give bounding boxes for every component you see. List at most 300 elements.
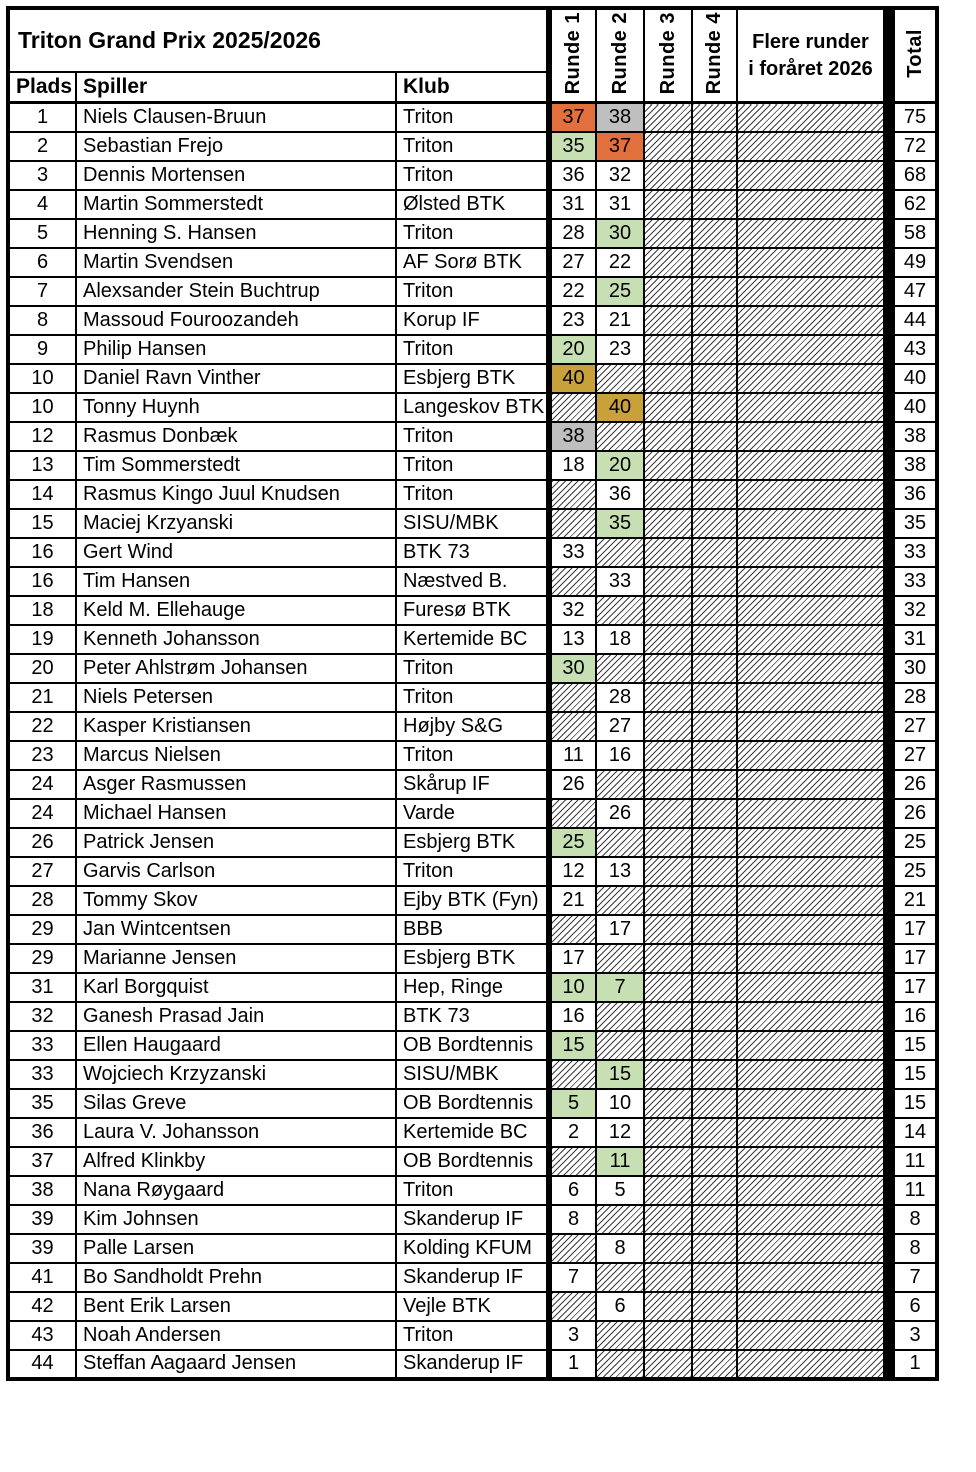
col-header-runde2-label: Runde 2: [608, 12, 631, 95]
header-row-title: [8, 8, 937, 72]
flere-runder-cell: [737, 1060, 889, 1089]
runde3-cell: [644, 480, 692, 509]
runde4-cell: [692, 1350, 737, 1379]
runde1-cell: 18: [549, 451, 596, 480]
flere-runder-cell: [737, 364, 889, 393]
flere-runder-cell: [737, 828, 889, 857]
runde2-cell: 38: [596, 103, 644, 132]
runde2-cell: 35: [596, 509, 644, 538]
runde1-cell: 33: [549, 538, 596, 567]
spiller-cell: Sebastian Frejo: [76, 132, 396, 161]
flere-runder-cell: [737, 915, 889, 944]
col-header-runde4-label: Runde 4: [703, 12, 725, 95]
flere-runder-cell: [737, 944, 889, 973]
runde2-cell: [596, 886, 644, 915]
total-cell: 8: [889, 1234, 937, 1263]
total-cell: 40: [889, 393, 937, 422]
runde2-cell: 16: [596, 741, 644, 770]
spiller-cell: Marianne Jensen: [76, 944, 396, 973]
klub-cell: Triton: [396, 480, 549, 509]
plads-cell: 7: [8, 277, 76, 306]
total-cell: 3: [889, 1321, 937, 1350]
total-cell: 32: [889, 596, 937, 625]
runde4-cell: [692, 451, 737, 480]
runde3-cell: [644, 422, 692, 451]
klub-cell: OB Bordtennis: [396, 1089, 549, 1118]
runde4-cell: [692, 103, 737, 132]
runde3-cell: [644, 799, 692, 828]
plads-cell: 39: [8, 1205, 76, 1234]
runde3-cell: [644, 509, 692, 538]
spiller-cell: Daniel Ravn Vinther: [76, 364, 396, 393]
runde2-cell: [596, 1205, 644, 1234]
runde4-cell: [692, 132, 737, 161]
runde4-cell: [692, 683, 737, 712]
runde4-cell: [692, 248, 737, 277]
flere-runder-cell: [737, 683, 889, 712]
klub-cell: SISU/MBK: [396, 1060, 549, 1089]
total-cell: 8: [889, 1205, 937, 1234]
total-cell: 25: [889, 857, 937, 886]
plads-cell: 10: [8, 393, 76, 422]
spiller-cell: Peter Ahlstrøm Johansen: [76, 654, 396, 683]
runde3-cell: [644, 219, 692, 248]
spiller-cell: Patrick Jensen: [76, 828, 396, 857]
plads-cell: 12: [8, 422, 76, 451]
flere-runder-cell: [737, 1176, 889, 1205]
flere-runder-cell: [737, 306, 889, 335]
runde1-cell: 40: [549, 364, 596, 393]
col-header-runde3-label: Runde 3: [656, 12, 679, 95]
runde1-cell: [549, 567, 596, 596]
table-row: [8, 712, 937, 741]
runde3-cell: [644, 886, 692, 915]
runde3-cell: [644, 1350, 692, 1379]
total-cell: 62: [889, 190, 937, 219]
total-cell: 31: [889, 625, 937, 654]
spiller-cell: Niels Clausen-Bruun: [76, 103, 396, 132]
plads-cell: 29: [8, 944, 76, 973]
runde3-cell: [644, 538, 692, 567]
runde3-cell: [644, 596, 692, 625]
runde2-cell: 36: [596, 480, 644, 509]
flere-runder-cell: [737, 190, 889, 219]
spiller-cell: Rasmus Kingo Juul Knudsen: [76, 480, 396, 509]
spiller-cell: Tonny Huynh: [76, 393, 396, 422]
plads-cell: 26: [8, 828, 76, 857]
runde3-cell: [644, 1089, 692, 1118]
total-cell: 43: [889, 335, 937, 364]
total-cell: 17: [889, 973, 937, 1002]
runde3-cell: [644, 103, 692, 132]
runde3-cell: [644, 1147, 692, 1176]
klub-cell: Triton: [396, 683, 549, 712]
flere-runder-cell: [737, 1292, 889, 1321]
runde1-cell: [549, 915, 596, 944]
runde1-cell: 32: [549, 596, 596, 625]
klub-cell: Triton: [396, 132, 549, 161]
runde3-cell: [644, 306, 692, 335]
klub-cell: Triton: [396, 654, 549, 683]
runde4-cell: [692, 480, 737, 509]
runde3-cell: [644, 1002, 692, 1031]
runde1-cell: [549, 683, 596, 712]
table-row: [8, 1176, 937, 1205]
runde2-cell: 23: [596, 335, 644, 364]
runde4-cell: [692, 770, 737, 799]
runde3-cell: [644, 1234, 692, 1263]
plads-cell: 5: [8, 219, 76, 248]
runde2-cell: 28: [596, 683, 644, 712]
table-row: [8, 393, 937, 422]
spiller-cell: Martin Sommerstedt: [76, 190, 396, 219]
runde3-cell: [644, 828, 692, 857]
total-cell: 16: [889, 1002, 937, 1031]
spiller-cell: Silas Greve: [76, 1089, 396, 1118]
runde2-cell: 10: [596, 1089, 644, 1118]
runde2-cell: [596, 1263, 644, 1292]
runde4-cell: [692, 306, 737, 335]
runde3-cell: [644, 712, 692, 741]
klub-cell: OB Bordtennis: [396, 1147, 549, 1176]
runde3-cell: [644, 248, 692, 277]
runde2-cell: [596, 422, 644, 451]
runde4-cell: [692, 509, 737, 538]
runde3-cell: [644, 132, 692, 161]
plads-cell: 33: [8, 1031, 76, 1060]
runde3-cell: [644, 1031, 692, 1060]
spiller-cell: Wojciech Krzyzanski: [76, 1060, 396, 1089]
runde4-cell: [692, 190, 737, 219]
runde2-cell: [596, 1321, 644, 1350]
runde4-cell: [692, 857, 737, 886]
col-header-runde1: [549, 8, 596, 103]
runde3-cell: [644, 364, 692, 393]
runde1-cell: [549, 1234, 596, 1263]
runde4-cell: [692, 422, 737, 451]
runde4-cell: [692, 1089, 737, 1118]
flere-runder-cell: [737, 799, 889, 828]
klub-cell: Triton: [396, 422, 549, 451]
table-row: [8, 248, 937, 277]
table-row: [8, 857, 937, 886]
runde1-cell: 31: [549, 190, 596, 219]
flere-runder-cell: [737, 596, 889, 625]
flere-runder-cell: [737, 973, 889, 1002]
table-row: [8, 625, 937, 654]
runde4-cell: [692, 944, 737, 973]
table-row: [8, 335, 937, 364]
runde3-cell: [644, 857, 692, 886]
runde4-cell: [692, 1060, 737, 1089]
total-cell: 11: [889, 1147, 937, 1176]
plads-cell: 4: [8, 190, 76, 219]
flere-runder-cell: [737, 480, 889, 509]
runde2-cell: [596, 944, 644, 973]
plads-cell: 13: [8, 451, 76, 480]
runde2-cell: [596, 538, 644, 567]
plads-cell: 21: [8, 683, 76, 712]
klub-cell: Kertemide BC: [396, 1118, 549, 1147]
klub-cell: Næstved B.: [396, 567, 549, 596]
total-cell: 30: [889, 654, 937, 683]
table-row: [8, 596, 937, 625]
runde4-cell: [692, 1234, 737, 1263]
plads-cell: 33: [8, 1060, 76, 1089]
runde1-cell: 22: [549, 277, 596, 306]
runde3-cell: [644, 1060, 692, 1089]
plads-cell: 38: [8, 1176, 76, 1205]
plads-cell: 6: [8, 248, 76, 277]
runde1-cell: [549, 1060, 596, 1089]
runde3-cell: [644, 1205, 692, 1234]
runde4-cell: [692, 712, 737, 741]
col-header-total: [889, 8, 937, 103]
table-row: [8, 1089, 937, 1118]
total-cell: 36: [889, 480, 937, 509]
runde3-cell: [644, 451, 692, 480]
runde4-cell: [692, 567, 737, 596]
flere-runder-cell: [737, 1118, 889, 1147]
table-row: [8, 451, 937, 480]
klub-cell: Furesø BTK: [396, 596, 549, 625]
table-row: [8, 654, 937, 683]
klub-cell: Triton: [396, 219, 549, 248]
runde2-cell: 20: [596, 451, 644, 480]
plads-cell: 16: [8, 567, 76, 596]
total-cell: 35: [889, 509, 937, 538]
total-cell: 33: [889, 538, 937, 567]
runde2-cell: 37: [596, 132, 644, 161]
table-row: [8, 799, 937, 828]
runde4-cell: [692, 1031, 737, 1060]
klub-cell: Triton: [396, 335, 549, 364]
runde4-cell: [692, 335, 737, 364]
runde4-cell: [692, 1263, 737, 1292]
spiller-cell: Tim Sommerstedt: [76, 451, 396, 480]
table-row: [8, 741, 937, 770]
flere-runder-cell: [737, 1002, 889, 1031]
flere-runder-cell: [737, 132, 889, 161]
flere-runder-cell: [737, 1321, 889, 1350]
plads-cell: 22: [8, 712, 76, 741]
runde3-cell: [644, 973, 692, 1002]
klub-cell: AF Sorø BTK: [396, 248, 549, 277]
total-cell: 7: [889, 1263, 937, 1292]
runde2-cell: [596, 1031, 644, 1060]
klub-cell: Esbjerg BTK: [396, 944, 549, 973]
flere-runder-cell: [737, 1234, 889, 1263]
table-row: [8, 132, 937, 161]
runde3-cell: [644, 277, 692, 306]
runde4-cell: [692, 1147, 737, 1176]
total-cell: 58: [889, 219, 937, 248]
table-row: [8, 1234, 937, 1263]
runde2-cell: 33: [596, 567, 644, 596]
runde3-cell: [644, 654, 692, 683]
spiller-cell: Asger Rasmussen: [76, 770, 396, 799]
table-row: [8, 190, 937, 219]
spiller-cell: Kasper Kristiansen: [76, 712, 396, 741]
klub-cell: Triton: [396, 277, 549, 306]
flere-runder-cell: [737, 1089, 889, 1118]
table-row: [8, 306, 937, 335]
runde4-cell: [692, 1292, 737, 1321]
spiller-cell: Palle Larsen: [76, 1234, 396, 1263]
klub-cell: Skanderup IF: [396, 1205, 549, 1234]
total-cell: 44: [889, 306, 937, 335]
runde3-cell: [644, 567, 692, 596]
runde4-cell: [692, 1176, 737, 1205]
runde3-cell: [644, 770, 692, 799]
runde4-cell: [692, 973, 737, 1002]
table-row: [8, 567, 937, 596]
plads-cell: 39: [8, 1234, 76, 1263]
runde3-cell: [644, 1292, 692, 1321]
runde1-cell: [549, 509, 596, 538]
spiller-cell: Martin Svendsen: [76, 248, 396, 277]
runde2-cell: 25: [596, 277, 644, 306]
flere-runder-cell: [737, 422, 889, 451]
table-row: [8, 509, 937, 538]
runde4-cell: [692, 393, 737, 422]
runde1-cell: [549, 393, 596, 422]
klub-cell: Skanderup IF: [396, 1263, 549, 1292]
runde4-cell: [692, 277, 737, 306]
runde3-cell: [644, 161, 692, 190]
flere-runder-cell: [737, 1263, 889, 1292]
runde2-cell: 31: [596, 190, 644, 219]
total-cell: 49: [889, 248, 937, 277]
klub-cell: Kertemide BC: [396, 625, 549, 654]
col-header-runde3: [644, 8, 692, 103]
runde3-cell: [644, 1263, 692, 1292]
plads-cell: 41: [8, 1263, 76, 1292]
total-cell: 75: [889, 103, 937, 132]
spiller-cell: Henning S. Hansen: [76, 219, 396, 248]
flere-runder-cell: [737, 770, 889, 799]
total-cell: 11: [889, 1176, 937, 1205]
plads-cell: 42: [8, 1292, 76, 1321]
plads-cell: 35: [8, 1089, 76, 1118]
klub-cell: Skårup IF: [396, 770, 549, 799]
runde2-cell: 30: [596, 219, 644, 248]
flere-runder-cell: [737, 1147, 889, 1176]
plads-cell: 27: [8, 857, 76, 886]
flere-runder-cell: [737, 393, 889, 422]
klub-cell: BBB: [396, 915, 549, 944]
runde2-cell: [596, 596, 644, 625]
runde2-cell: 40: [596, 393, 644, 422]
col-header-plads: Plads: [8, 72, 76, 103]
runde1-cell: 30: [549, 654, 596, 683]
klub-cell: Triton: [396, 1176, 549, 1205]
klub-cell: Triton: [396, 103, 549, 132]
runde2-cell: 7: [596, 973, 644, 1002]
runde2-cell: 15: [596, 1060, 644, 1089]
runde1-cell: 6: [549, 1176, 596, 1205]
col-header-runde1-label: Runde 1: [562, 12, 584, 95]
runde1-cell: 1: [549, 1350, 596, 1379]
runde1-cell: 20: [549, 335, 596, 364]
runde1-cell: 10: [549, 973, 596, 1002]
klub-cell: Korup IF: [396, 306, 549, 335]
runde4-cell: [692, 741, 737, 770]
klub-cell: Triton: [396, 741, 549, 770]
plads-cell: 18: [8, 596, 76, 625]
flere-runder-cell: [737, 886, 889, 915]
total-cell: 15: [889, 1031, 937, 1060]
total-cell: 14: [889, 1118, 937, 1147]
runde2-cell: 11: [596, 1147, 644, 1176]
table-row: [8, 1263, 937, 1292]
total-cell: 27: [889, 741, 937, 770]
klub-cell: Ølsted BTK: [396, 190, 549, 219]
runde3-cell: [644, 625, 692, 654]
runde2-cell: 13: [596, 857, 644, 886]
flere-runder-cell: [737, 654, 889, 683]
klub-cell: Triton: [396, 857, 549, 886]
plads-cell: 3: [8, 161, 76, 190]
spiller-cell: Steffan Aagaard Jensen: [76, 1350, 396, 1379]
spiller-cell: Tim Hansen: [76, 567, 396, 596]
flere-runder-cell: [737, 248, 889, 277]
col-header-klub: Klub: [396, 72, 549, 103]
runde1-cell: 37: [549, 103, 596, 132]
spiller-cell: Tommy Skov: [76, 886, 396, 915]
spiller-cell: Noah Andersen: [76, 1321, 396, 1350]
flere-runder-cell: [737, 1350, 889, 1379]
runde1-cell: [549, 799, 596, 828]
runde3-cell: [644, 393, 692, 422]
table-row: [8, 1321, 937, 1350]
spiller-cell: Jan Wintcentsen: [76, 915, 396, 944]
spiller-cell: Nana Røygaard: [76, 1176, 396, 1205]
table-row: [8, 828, 937, 857]
spiller-cell: Massoud Fouroozandeh: [76, 306, 396, 335]
spiller-cell: Karl Borgquist: [76, 973, 396, 1002]
total-cell: 15: [889, 1060, 937, 1089]
runde4-cell: [692, 886, 737, 915]
runde2-cell: 8: [596, 1234, 644, 1263]
plads-cell: 31: [8, 973, 76, 1002]
runde4-cell: [692, 1118, 737, 1147]
plads-cell: 16: [8, 538, 76, 567]
klub-cell: Esbjerg BTK: [396, 364, 549, 393]
runde1-cell: 7: [549, 1263, 596, 1292]
spiller-cell: Ganesh Prasad Jain: [76, 1002, 396, 1031]
flere-runder-cell: [737, 509, 889, 538]
runde4-cell: [692, 915, 737, 944]
runde2-cell: 22: [596, 248, 644, 277]
plads-cell: 29: [8, 915, 76, 944]
runde4-cell: [692, 799, 737, 828]
flere-runder-cell: [737, 103, 889, 132]
flere-runder-cell: [737, 567, 889, 596]
plads-cell: 44: [8, 1350, 76, 1379]
runde2-cell: 32: [596, 161, 644, 190]
runde1-cell: [549, 1147, 596, 1176]
spiller-cell: Kenneth Johansson: [76, 625, 396, 654]
runde1-cell: 13: [549, 625, 596, 654]
klub-cell: Kolding KFUM: [396, 1234, 549, 1263]
runde1-cell: [549, 712, 596, 741]
total-cell: 28: [889, 683, 937, 712]
klub-cell: BTK 73: [396, 538, 549, 567]
flere-runder-cell: [737, 1205, 889, 1234]
total-cell: 26: [889, 770, 937, 799]
table-row: [8, 1147, 937, 1176]
